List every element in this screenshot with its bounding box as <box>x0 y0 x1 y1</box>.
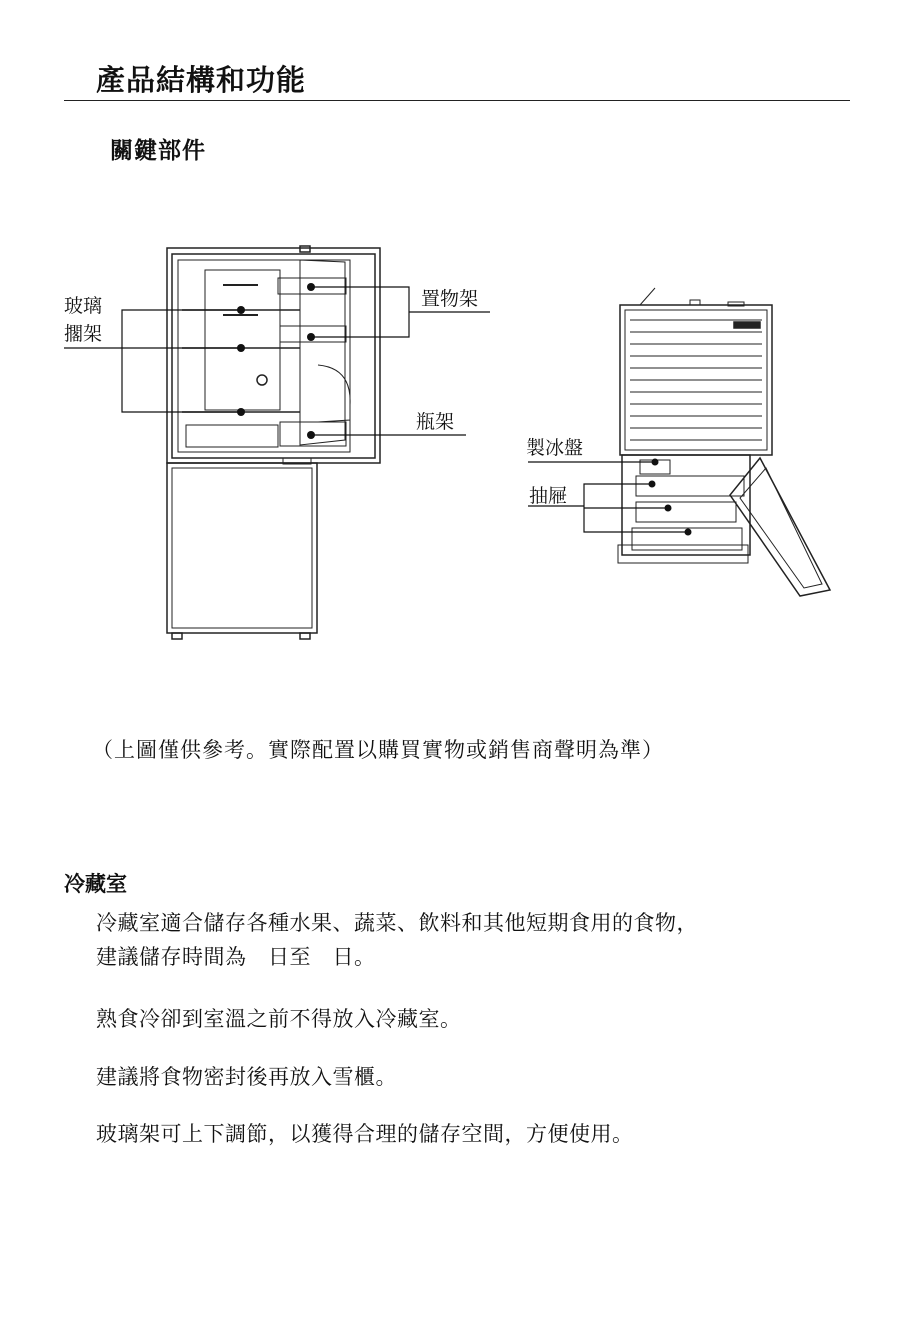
paragraph-glass-shelf: 玻璃架可上下調節，以獲得合理的儲存空間，方便使用。 <box>96 1122 634 1146</box>
callout-dots-left <box>237 283 315 439</box>
label-ice-tray: 製冰盤 <box>526 437 584 459</box>
fridge-section-heading: 冷藏室 <box>64 872 127 896</box>
fridge-illustration <box>167 246 380 639</box>
label-shelf: 置物架 <box>421 288 479 310</box>
label-bottle-rack: 瓶架 <box>416 411 455 433</box>
section-title: 關鍵部件 <box>110 138 206 164</box>
figure-caption: （上圖僅供參考。實際配置以購買實物或銷售商聲明為準） <box>92 738 664 762</box>
title-divider <box>64 100 850 101</box>
paragraph-cooked-food: 熟食冷卻到室溫之前不得放入冷藏室。 <box>96 1007 462 1031</box>
paragraph-seal-food: 建議將食物密封後再放入雪櫃。 <box>96 1065 397 1089</box>
paragraph-line: 冷藏室適合儲存各種水果、蔬菜、飲料和其他短期食用的食物， <box>96 911 698 935</box>
label-drawer: 抽屜 <box>529 485 568 507</box>
paragraph-line: 建議儲存時間為 日至 日。 <box>96 945 376 969</box>
key-components-diagram <box>0 240 914 650</box>
paragraph-storage <box>96 906 856 974</box>
page-title: 產品結構和功能 <box>96 63 307 97</box>
label-glass-shelf-line1: 玻璃 <box>64 295 103 317</box>
freezer-illustration <box>618 288 830 596</box>
label-glass-shelf-line2: 擱架 <box>64 323 103 345</box>
